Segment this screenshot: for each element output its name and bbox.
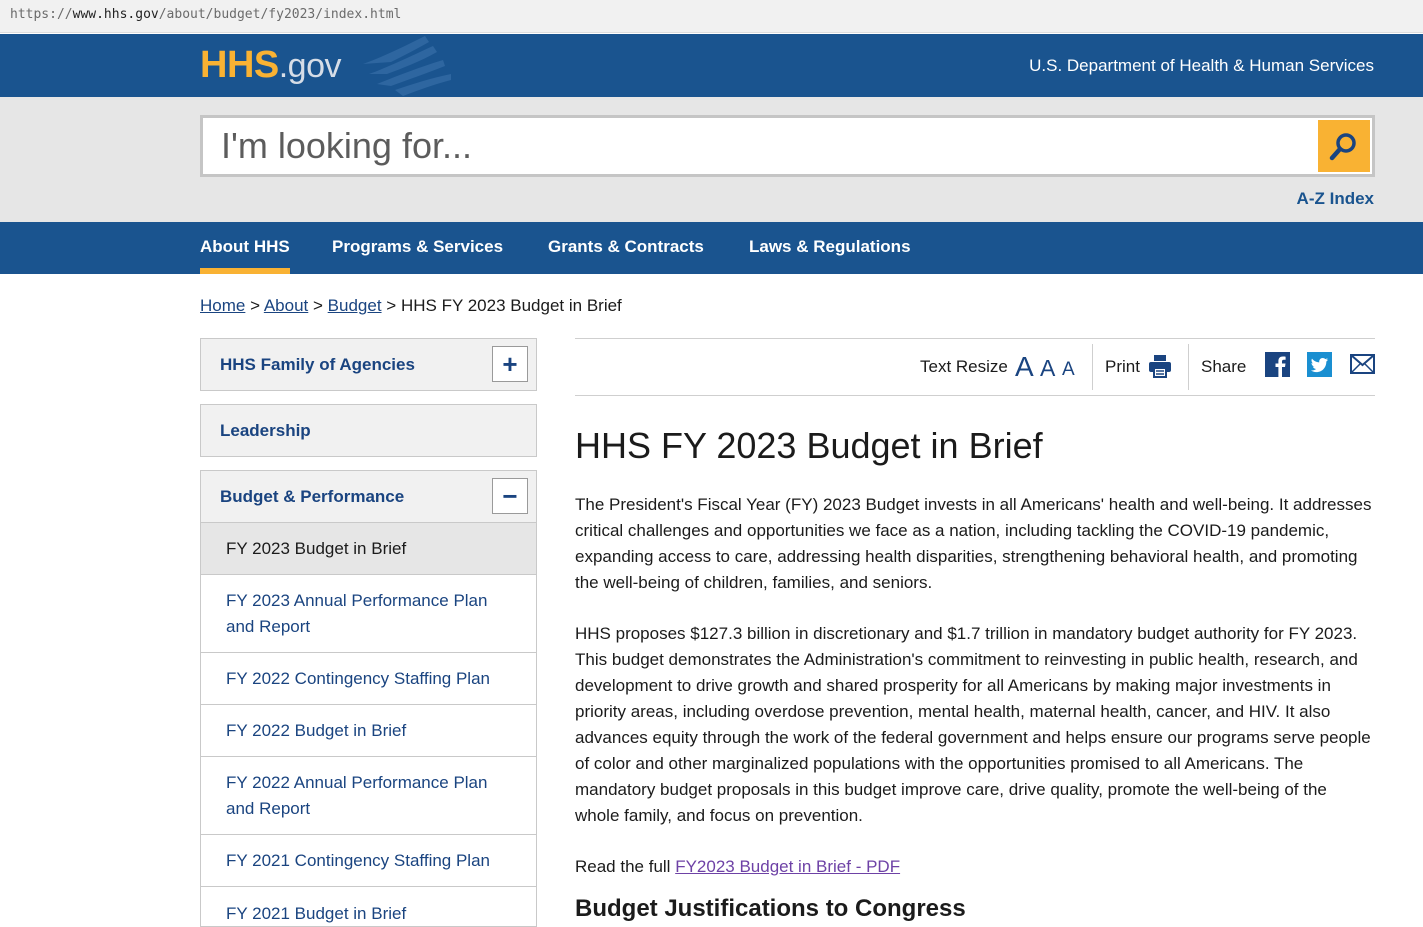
breadcrumb-about[interactable]: About [263,296,309,315]
text-size-medium-button[interactable]: A [1040,355,1056,381]
search-box [200,115,1375,177]
logo-hhs-text: HHS [200,44,279,86]
breadcrumb-separator: > [250,296,261,315]
text-size-small-button[interactable]: A [1062,359,1075,380]
nav-about-hhs[interactable]: About HHS [200,222,290,274]
budget-pdf-link[interactable]: FY2023 Budget in Brief - PDF [675,857,901,876]
search-icon [1328,130,1360,162]
url-host: www.hhs.gov [72,7,159,22]
sidebar-item-fy2023-budget-in-brief[interactable]: FY 2023 Budget in Brief [200,523,537,575]
sidebar-item-fy2022-performance-plan[interactable]: FY 2022 Annual Performance Plan and Report [200,757,537,835]
search-button[interactable] [1318,120,1370,172]
masthead [0,34,1423,97]
sidebar-item-fy2022-budget-in-brief[interactable]: FY 2022 Budget in Brief [200,705,537,757]
search-band [0,97,1423,222]
sidebar-budget-label: Budget & Performance [220,487,405,506]
sidebar-family-label: HHS Family of Agencies [220,355,415,374]
sidebar-budget-performance[interactable] [200,470,537,523]
print-icon[interactable] [1148,354,1172,378]
sidebar-leadership-label: Leadership [220,421,311,440]
breadcrumb-separator: > [313,296,323,315]
intro-paragraph: The President's Fiscal Year (FY) 2023 Budget invests in all Americans' health and well-being. It addresses critical challenges and opportunities we face as a nation, including tackling the COVID-19 pandemic, expanding access to care, addressing health disparities, strengthening behavioral health, and promoting the well-being of children, families, and seniors. [575,495,1372,592]
email-icon[interactable] [1350,354,1375,374]
department-name: U.S. Department of Health & Human Services [1029,56,1374,75]
section-heading: Budget Justifications to Congress [575,895,966,922]
divider [1188,344,1189,390]
main-nav [0,222,1423,274]
nav-grants-contracts[interactable]: Grants & Contracts [548,237,704,256]
eagle-icon [355,34,455,97]
twitter-icon[interactable] [1307,352,1332,377]
breadcrumb-home[interactable]: Home [200,296,246,315]
az-index-link[interactable]: A-Z Index [1296,189,1374,208]
url-path: /about/budget/fy2023/index.html [158,7,402,22]
sidebar-leadership[interactable] [200,404,537,457]
read-full-paragraph [575,854,1375,880]
text-resize-label: Text Resize [920,357,1008,376]
hhs-logo[interactable] [200,44,341,88]
divider [1092,344,1093,390]
breadcrumb-separator: > [386,296,397,315]
sidebar-item-fy2023-performance-plan[interactable]: FY 2023 Annual Performance Plan and Report [200,575,537,653]
sidebar-item-fy2021-budget-in-brief[interactable]: FY 2021 Budget in Brief [200,887,537,927]
facebook-icon[interactable] [1265,352,1290,377]
sidebar-item-fy2021-staffing-plan[interactable]: FY 2021 Contingency Staffing Plan [200,835,537,887]
nav-programs-services[interactable]: Programs & Services [332,237,504,256]
page-title: HHS FY 2023 Budget in Brief [575,425,1043,466]
breadcrumb-current: HHS FY 2023 Budget in Brief [400,296,622,315]
url-scheme: https:// [10,7,73,22]
sidebar-family-of-agencies[interactable] [200,338,537,391]
collapse-icon[interactable]: − [492,478,528,514]
breadcrumb [200,296,622,316]
breadcrumb-budget[interactable]: Budget [327,296,382,315]
search-input[interactable] [203,118,1313,174]
logo-gov-text: .gov [278,47,341,85]
address-bar[interactable] [0,0,1423,33]
page-tools [575,338,1375,396]
sidebar-item-fy2022-staffing-plan[interactable]: FY 2022 Contingency Staffing Plan [200,653,537,705]
share-label: Share [1201,357,1247,376]
text-size-large-button[interactable]: A [1015,351,1034,382]
read-full-prefix: Read the full [575,857,676,876]
expand-icon[interactable]: + [492,346,528,382]
nav-laws-regulations[interactable]: Laws & Regulations [749,237,911,256]
budget-paragraph: HHS proposes $127.3 billion in discretionary and $1.7 trillion in mandatory budget authority for FY 2023. This budget demonstrates the Administration's commitment to reinvesting in public health, research, and development to drive growth and shared prosperity for all Americans by making major investments in priority areas, including overdose prevention, mental health, maternal health, cancer, and HIV. It also advances equity through the work of the federal government and helps ensure our programs serve people of color and other marginalized populations with the opportunities promised to all Americans. The mandatory budget proposals in this budget improve care, drive quality, promote the well-being of the whole family, and focus on prevention. [575,624,1371,825]
print-label[interactable]: Print [1105,357,1140,376]
